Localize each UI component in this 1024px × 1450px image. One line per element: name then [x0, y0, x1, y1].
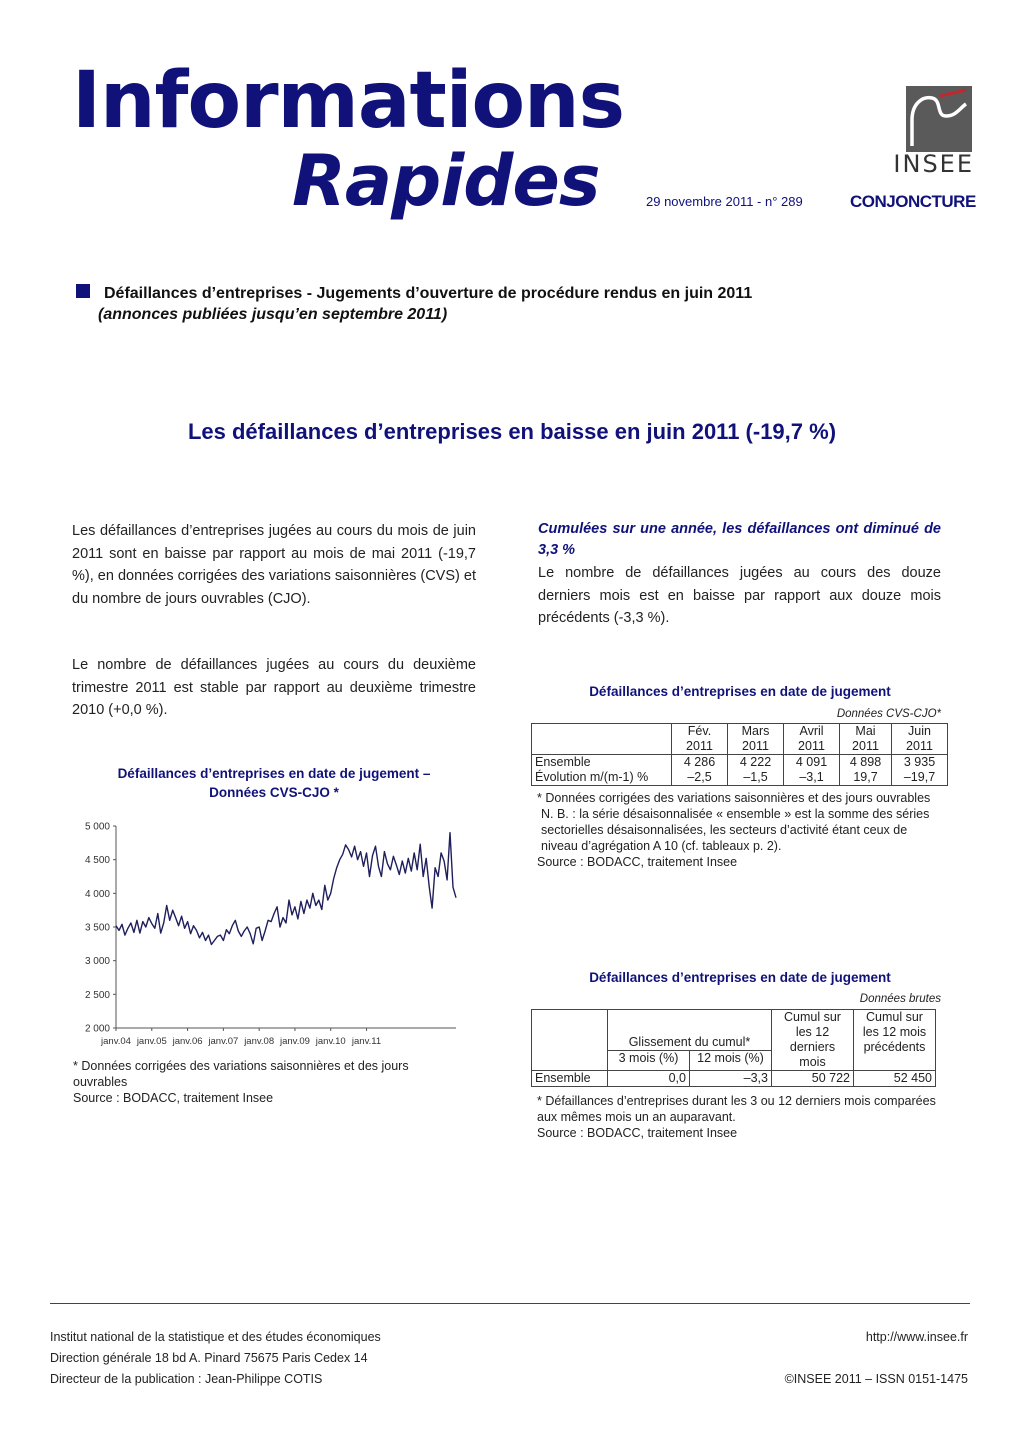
x-tick-label: janv.09 [279, 1036, 310, 1047]
table-row [532, 1071, 936, 1087]
table-group-header: Glissement du cumul* [608, 1010, 772, 1051]
footer-line2: Direction générale 18 bd A. Pinard 75675 Paris Cedex 14 [50, 1351, 368, 1365]
table-cell: 4 898 19,7 [840, 755, 892, 786]
right-heading: Cumulées sur une année, les défaillances ont diminué de 3,3 % [538, 521, 941, 558]
table-row-label: Ensemble Évolution m/(m-1) % [532, 755, 672, 786]
table-cell: 52 450 [854, 1071, 936, 1087]
y-tick-label: 2 000 [84, 1023, 110, 1035]
table1-note2: N. B. : la série désaisonnalisée « ensemble » est la somme des séries sectorielles désaisonnalisées, les secteurs d’activité étant ceux de niveau d’agrégation A 10 (cf. tableaux p. 2). [541, 807, 930, 853]
y-tick-label: 3 000 [84, 956, 110, 968]
table1 [531, 723, 948, 786]
table-header-cell: Juin 2011 [892, 724, 948, 755]
table-cell: 4 222 –1,5 [728, 755, 784, 786]
headline: Les défaillances d’entreprises en baisse en juin 2011 (-19,7 %) [187, 419, 837, 444]
table-cell: 4 091 –3,1 [784, 755, 840, 786]
series-line [116, 833, 456, 945]
table2-title: Défaillances d’entreprises en date de jugement [589, 970, 891, 985]
table-cell: 50 722 [772, 1071, 854, 1087]
table-row-label: Ensemble [532, 1071, 608, 1087]
y-tick-label: 4 000 [84, 888, 110, 900]
chart-title-line1: Défaillances d’entreprises en date de jugement – [117, 766, 431, 781]
y-tick-label: 2 500 [84, 989, 110, 1001]
table-header-cell: Mai 2011 [840, 724, 892, 755]
table-cell: 0,0 [608, 1071, 690, 1087]
x-tick-label: janv.05 [136, 1036, 167, 1047]
series-name: CONJONCTURE [850, 192, 976, 211]
table2-notes [537, 1093, 937, 1141]
table1-note3: Source : BODACC, traitement Insee [537, 855, 738, 869]
table2 [531, 1009, 936, 1087]
chart-note [73, 1058, 463, 1106]
line-chart [70, 816, 470, 1052]
table2-subtitle: Données brutes [859, 993, 941, 1005]
table-cell [532, 724, 672, 755]
masthead-title: Informations [72, 56, 625, 146]
table2-note1: * Défaillances d’entreprises durant les 3 ou 12 derniers mois comparées aux mêmes mois un an auparavant. [537, 1094, 936, 1124]
table2-note2: Source : BODACC, traitement Insee [537, 1126, 738, 1140]
table-header-cell: 12 mois (%) [690, 1050, 772, 1070]
chart-title [72, 764, 476, 802]
x-tick-label: janv.04 [101, 1036, 131, 1047]
x-tick-label: janv.11 [351, 1036, 382, 1047]
issue-date: 29 novembre 2011 - n° 289 [646, 194, 803, 209]
table1-note1: * Données corrigées des variations saisonnières et des jours ouvrables [537, 791, 931, 805]
x-tick-label: janv.06 [172, 1036, 203, 1047]
y-tick-label: 4 500 [84, 855, 110, 867]
table-row [532, 724, 948, 755]
table1-subtitle: Données CVS-CJO* [836, 708, 941, 720]
footer-url-link[interactable]: http://www.insee.fr [865, 1330, 968, 1344]
table-header-cell: Mars 2011 [728, 724, 784, 755]
subject-title: Défaillances d’entreprises - Jugements d’ouverture de procédure rendus en juin 2011 [104, 285, 753, 302]
org-name: INSEE [893, 150, 974, 178]
table1-notes [537, 790, 937, 870]
footer-copyright: ©INSEE 2011 – ISSN 0151-1475 [784, 1372, 968, 1386]
x-tick-label: janv.07 [208, 1036, 239, 1047]
table-cell: 3 935 –19,7 [892, 755, 948, 786]
table1-title: Défaillances d’entreprises en date de jugement [589, 684, 891, 699]
table-header-cell: 3 mois (%) [608, 1050, 690, 1070]
footer-line3: Directeur de la publication : Jean-Philippe COTIS [50, 1372, 323, 1386]
footer-address [50, 1327, 381, 1390]
masthead-subtitle: Rapides [292, 140, 600, 222]
subject-subtitle: (annonces publiées jusqu’en septembre 2011) [98, 306, 448, 323]
y-tick-label: 5 000 [84, 821, 110, 833]
chart-title-line2: Données CVS-CJO * [209, 785, 339, 800]
y-tick-label: 3 500 [84, 922, 110, 934]
chart-note-line2: Source : BODACC, traitement Insee [73, 1091, 274, 1105]
footer-divider [50, 1303, 970, 1304]
table-row [532, 755, 948, 786]
table-cell [532, 1010, 608, 1071]
footer-line1: Institut national de la statistique et des études économiques [50, 1330, 381, 1344]
right-paragraph: Le nombre de défaillances jugées au cours des douze derniers mois est en baisse par rapport aux douze mois précédents (-3,3 %). [538, 565, 941, 626]
left-paragraph-2: Le nombre de défaillances jugées au cours du deuxième trimestre 2011 est stable par rapport au deuxième trimestre 2010 (+0,0 %). [72, 657, 476, 718]
table-header-cell: Fév. 2011 [672, 724, 728, 755]
subject-bullet [76, 284, 90, 298]
table-row [532, 1010, 936, 1051]
table-header-cell: Avril 2011 [784, 724, 840, 755]
chart-note-line1: * Données corrigées des variations saisonnières et des jours ouvrables [73, 1059, 409, 1089]
table-header-cell: Cumul sur les 12 mois précédents [854, 1010, 936, 1071]
table-header-cell: Cumul sur les 12 derniers mois [772, 1010, 854, 1071]
table-cell: –3,3 [690, 1071, 772, 1087]
left-paragraph-1: Les défaillances d’entreprises jugées au cours du mois de juin 2011 sont en baisse par rapport au mois de mai 2011 (-19,7 %), en données corrigées des variations saisonnières (CVS) et du nombre de jours ouvrables (CJO). [72, 523, 476, 607]
insee-logo-icon [906, 86, 972, 152]
x-tick-label: janv.08 [244, 1036, 275, 1047]
x-tick-label: janv.10 [315, 1036, 346, 1047]
table-cell: 4 286 –2,5 [672, 755, 728, 786]
